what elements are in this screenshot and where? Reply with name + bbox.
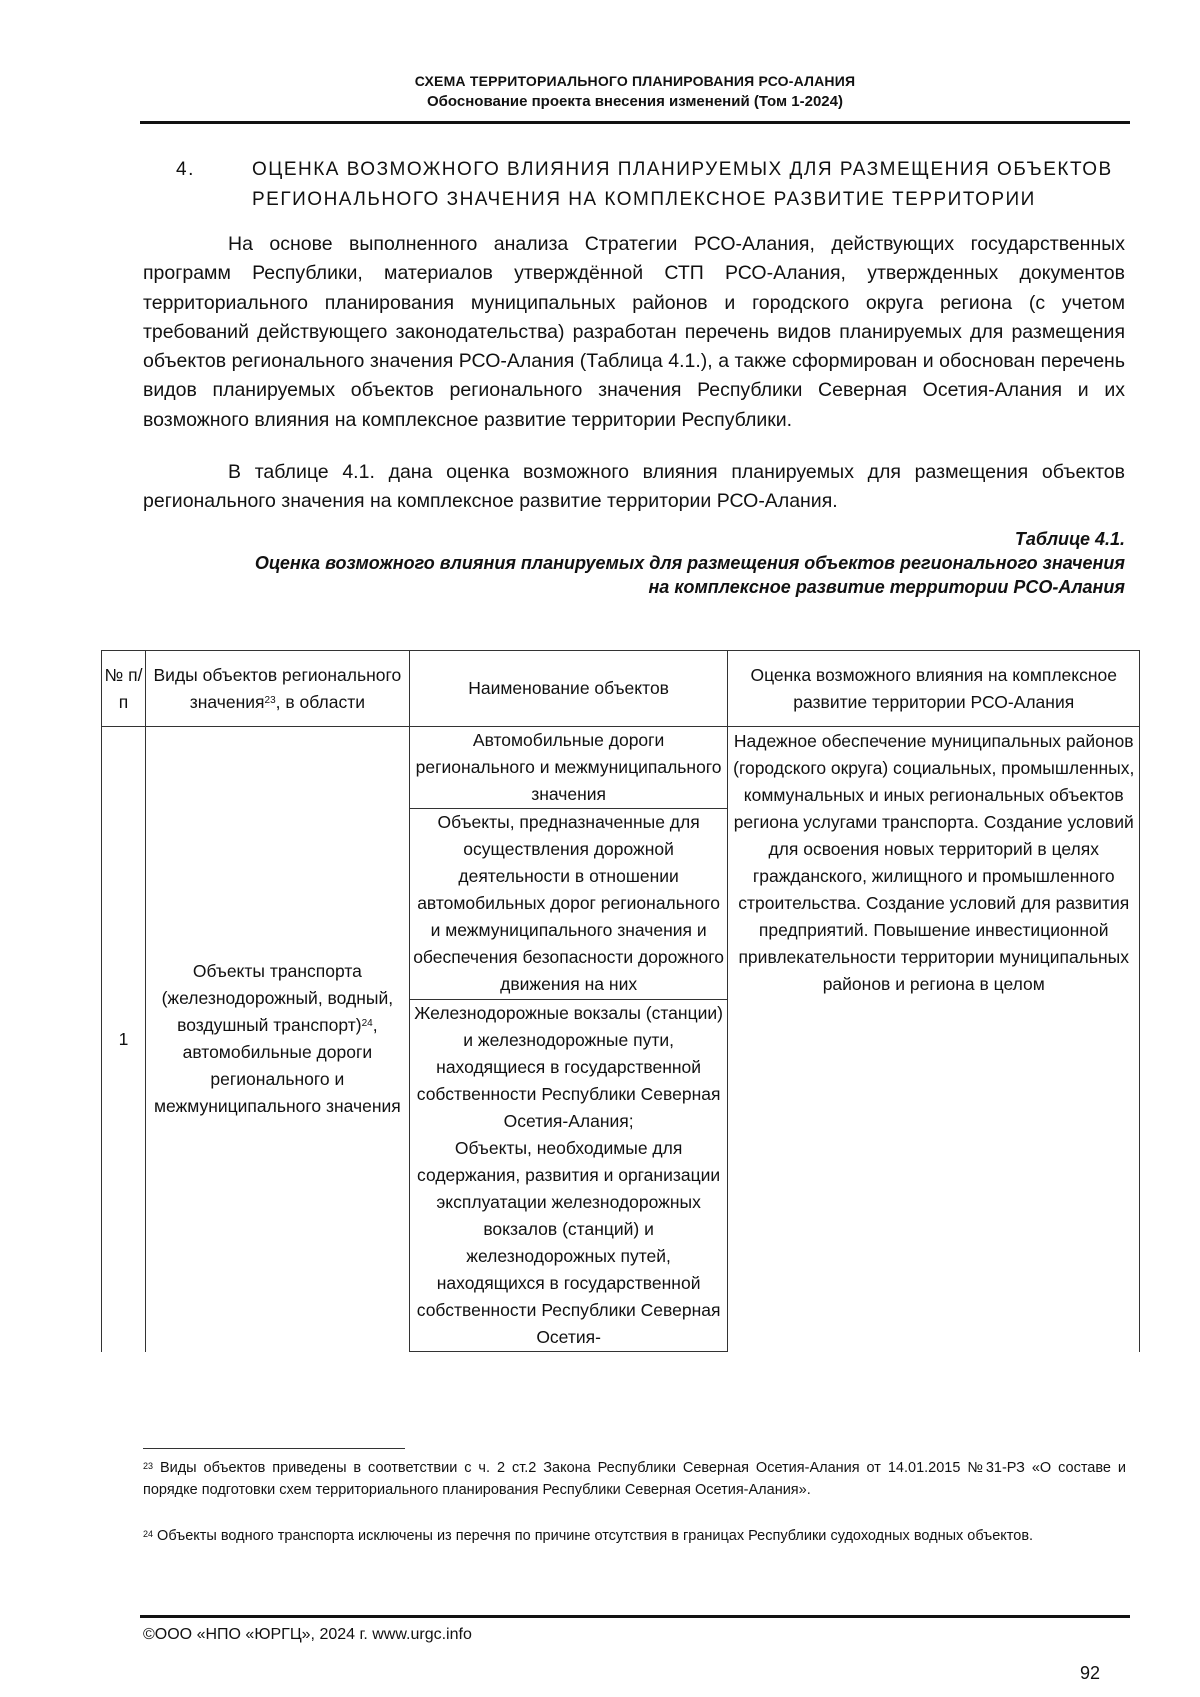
- header-title: СХЕМА ТЕРРИТОРИАЛЬНОГО ПЛАНИРОВАНИЯ РСО-АЛАНИЯ: [414, 73, 856, 89]
- table-header-row: [102, 651, 1140, 727]
- table-title-line1: Оценка возможного влияния планируемых для размещения объектов регионального значения: [254, 553, 1125, 573]
- table-label: Таблице 4.1.: [1014, 529, 1125, 549]
- page-number: 92: [1080, 1663, 1101, 1683]
- header-rule: [140, 121, 1130, 124]
- section-title: ОЦЕНКА ВОЗМОЖНОГО ВЛИЯНИЯ ПЛАНИРУЕМЫХ ДЛЯ РАЗМЕЩЕНИЯ ОБЪЕКТОВ РЕГИОНАЛЬНОГО ЗНАЧЕНИЯ НА КОМПЛЕКСНОЕ РАЗВИТИЕ ТЕРРИТОРИИ: [252, 159, 1113, 210]
- object-name-3-part-1: Железнодорожные вокзалы (станции) и железнодорожные пути, находящиеся в государственной собственности Республики Северная Осетия-Алания;: [414, 1003, 723, 1131]
- header-kind: Виды объектов регионального значения$^{23}$, в области: [145, 651, 409, 727]
- body-paragraph-1: На основе выполненного анализа Стратегии РСО-Алания, действующих государственных программ Республики, материалов утверждённой СТП РСО-Алания, утвержденных документов территориального планирования муниципальных районов и городского округа региона (с учетом требований действующего законодательства) разработан перечень видов планируемых для размещения объектов регионального значения РСО-Алания (Таблица 4.1.), а также сформирован и обоснован перечень видов планируемых объектов регионального значения Республики Северная Осетия-Алания и их возможного влияния на комплексное развитие территории Республики.: [143, 233, 1125, 431]
- object-name-2: Объекты, предназначенные для осуществления дорожной деятельности в отношении автомобильных дорог регионального и межмуниципального значения и обеспечения безопасности дорожного движения на них: [409, 809, 728, 1000]
- row-kind: Объекты транспорта (железнодорожный, водный, воздушный транспорт)$^{24}$, автомобильные дороги регионального и межмуниципального значения: [145, 727, 409, 1352]
- table-row: [102, 727, 1140, 809]
- footer-copyright: ©ООО «НПО «ЮРГЦ», 2024 г. www.urgc.info: [143, 1626, 472, 1643]
- header-eval: Оценка возможного влияния на комплексное развитие территории РСО-Алания: [728, 651, 1140, 727]
- running-header: [140, 73, 1130, 110]
- section-number: 4.: [176, 159, 195, 180]
- footnote-23: $^{23}$ Виды объектов приведены в соответствии с ч. 2 ст.2 Закона Республики Северная Осетия-Алания от 14.01.2015 №31-РЗ «О составе и порядке подготовки схем территориального планирования Республики Северная Осетия-Алания».: [143, 1460, 1126, 1498]
- table-title-line2: на комплексное развитие территории РСО-Алания: [648, 577, 1125, 597]
- footnote-rule: [143, 1448, 405, 1449]
- header-name: Наименование объектов: [409, 651, 728, 727]
- header-subtitle: Обоснование проекта внесения изменений (Том 1-2024): [427, 93, 843, 110]
- row-num: 1: [102, 727, 146, 1352]
- row-evaluation: Надежное обеспечение муниципальных районов (городского округа) социальных, промышленных, коммунальных и иных региональных объектов региона услугами транспорта. Создание условий для освоения новых территорий в целях гражданского, жилищного и промышленного строительства. Создание условий для развития предприятий. Повышение инвестиционной привлекательности территории муниципальных районов и региона в целом: [728, 727, 1140, 1352]
- object-name-3: [409, 1000, 728, 1352]
- table-caption: [140, 527, 1125, 599]
- footer-rule: [140, 1615, 1130, 1618]
- header-num: № п/п: [102, 651, 146, 727]
- footnote-ref-23: 23: [264, 694, 276, 706]
- object-name-1: Автомобильные дороги регионального и межмуниципального значения: [409, 727, 728, 809]
- footnote-ref-24: 24: [361, 1018, 373, 1030]
- footnote-24: $^{24}$ Объекты водного транспорта исключены из перечня по причине отсутствия в границах Республики судоходных водных объектов.: [143, 1528, 1034, 1544]
- body-paragraph-2: В таблице 4.1. дана оценка возможного влияния планируемых для размещения объектов регионального значения на комплексное развитие территории РСО-Алания.: [143, 461, 1125, 513]
- object-name-3-part-2: Объекты, необходимые для содержания, развития и организации эксплуатации железнодорожных вокзалов (станций) и железнодорожных путей, находящихся в государственной собственности Республики Северная Осетия-: [416, 1138, 721, 1347]
- evaluation-table: [101, 650, 1140, 1352]
